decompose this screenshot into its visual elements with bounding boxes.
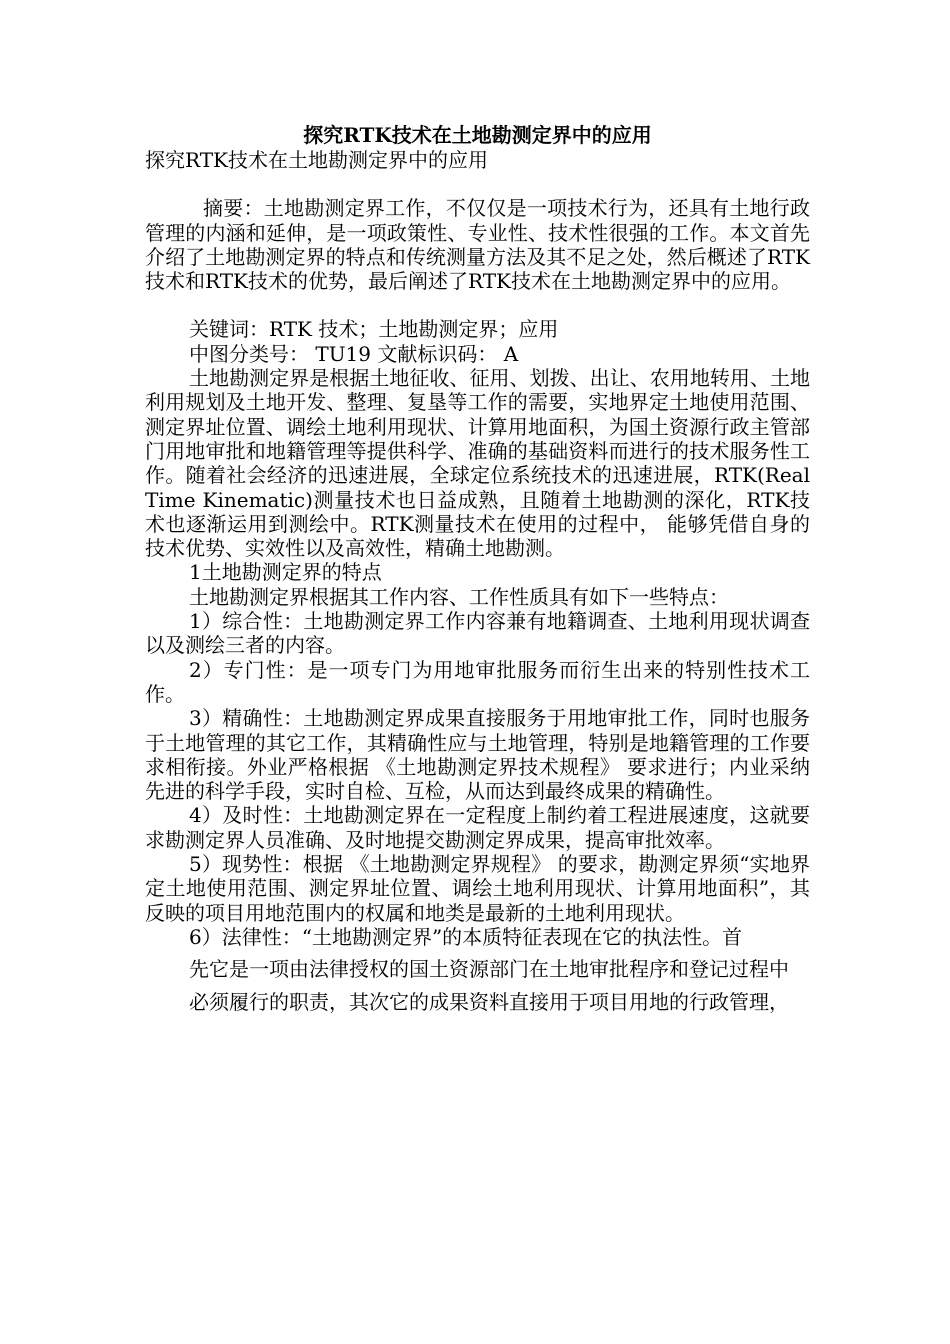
feature-item-2: 2）专门性：是一项专门为用地审批服务而衍生出来的特别性技术工作。 — [145, 657, 810, 706]
feature-item-5: 5）现势性：根据 《土地勘测定界规程》 的要求，勘测定界须“实地界定土地使用范围、测定界址位置、调绘土地利用现状、计算用地面积”，其反映的项目用地范围内的权属和地类是最新的土地利用现状。 — [145, 852, 810, 925]
keywords-line: 关键词：RTK 技术；土地勘测定界；应用 — [189, 317, 559, 342]
abstract-paragraph: 摘要：土地勘测定界工作，不仅仅是一项技术行为，还具有土地行政管理的内涵和延伸，是一项政策性、专业性、技术性很强的工作。本文首先介绍了土地勘测定界的特点和传统测量方法及其不足之处，然后概述了RTK技术和RTK技术的优势，最后阐述了RTK技术在土地勘测定界中的应用。 — [145, 196, 810, 294]
classification-line: 中图分类号： TU19 文献标识码： A — [189, 341, 519, 366]
feature-item-6-cont-2: 必须履行的职责，其次它的成果资料直接用于项目用地的行政管理， — [189, 989, 789, 1014]
feature-item-3: 3）精确性：土地勘测定界成果直接服务于用地审批工作，同时也服务于土地管理的其它工作，其精确性应与土地管理，特别是地籍管理的工作要求相衔接。外业严格根据 《土地勘测定界技术规程》 要求进行；内业采纳先进的科学手段，实时自检、互检，从而达到最终成果的精确性。 — [145, 706, 810, 804]
spacer — [145, 172, 810, 196]
section-heading: 1土地勘测定界的特点 — [189, 560, 382, 585]
document-page — [145, 122, 810, 1014]
feature-item-6: 6）法律性：“土地勘测定界”的本质特征表现在它的执法性。首 — [189, 924, 743, 949]
feature-item-4: 4）及时性：土地勘测定界在一定程度上制约着工程进展速度，这就要求勘测定界人员准确、及时地提交勘测定界成果，提高审批效率。 — [145, 803, 810, 852]
feature-item-6-cont-1: 先它是一项由法律授权的国土资源部门在土地审批程序和登记过程中 — [189, 957, 789, 982]
document-subtitle: 探究RTK技术在土地勘测定界中的应用 — [145, 148, 488, 172]
intro-paragraph: 土地勘测定界是根据土地征收、征用、划拨、出让、农用地转用、土地利用规划及土地开发、整理、复垦等工作的需要，实地界定土地使用范围、测定界址位置、调绘土地利用现状、计算用地面积，为国土资源行政主管部门用地审批和地籍管理等提供科学、准确的基础资料而进行的技术服务性工作。随着社会经济的迅速进展，全球定位系统技术的迅速进展，RTK(Real Time Kinematic)测量技术也日益成熟，且随着土地勘测的深化，RTK技术也逐渐运用到测绘中。RTK测量技术在使用的过程中， 能够凭借自身的技术优势、实效性以及高效性，精确土地勘测。 — [145, 366, 810, 561]
section-intro: 土地勘测定界根据其工作内容、工作性质具有如下一些特点： — [189, 584, 729, 609]
feature-item-1: 1）综合性：土地勘测定界工作内容兼有地籍调查、土地利用现状调查以及测绘三者的内容。 — [145, 609, 810, 658]
document-title: 探究RTK技术在土地勘测定界中的应用 — [303, 123, 652, 147]
spacer — [145, 293, 810, 317]
